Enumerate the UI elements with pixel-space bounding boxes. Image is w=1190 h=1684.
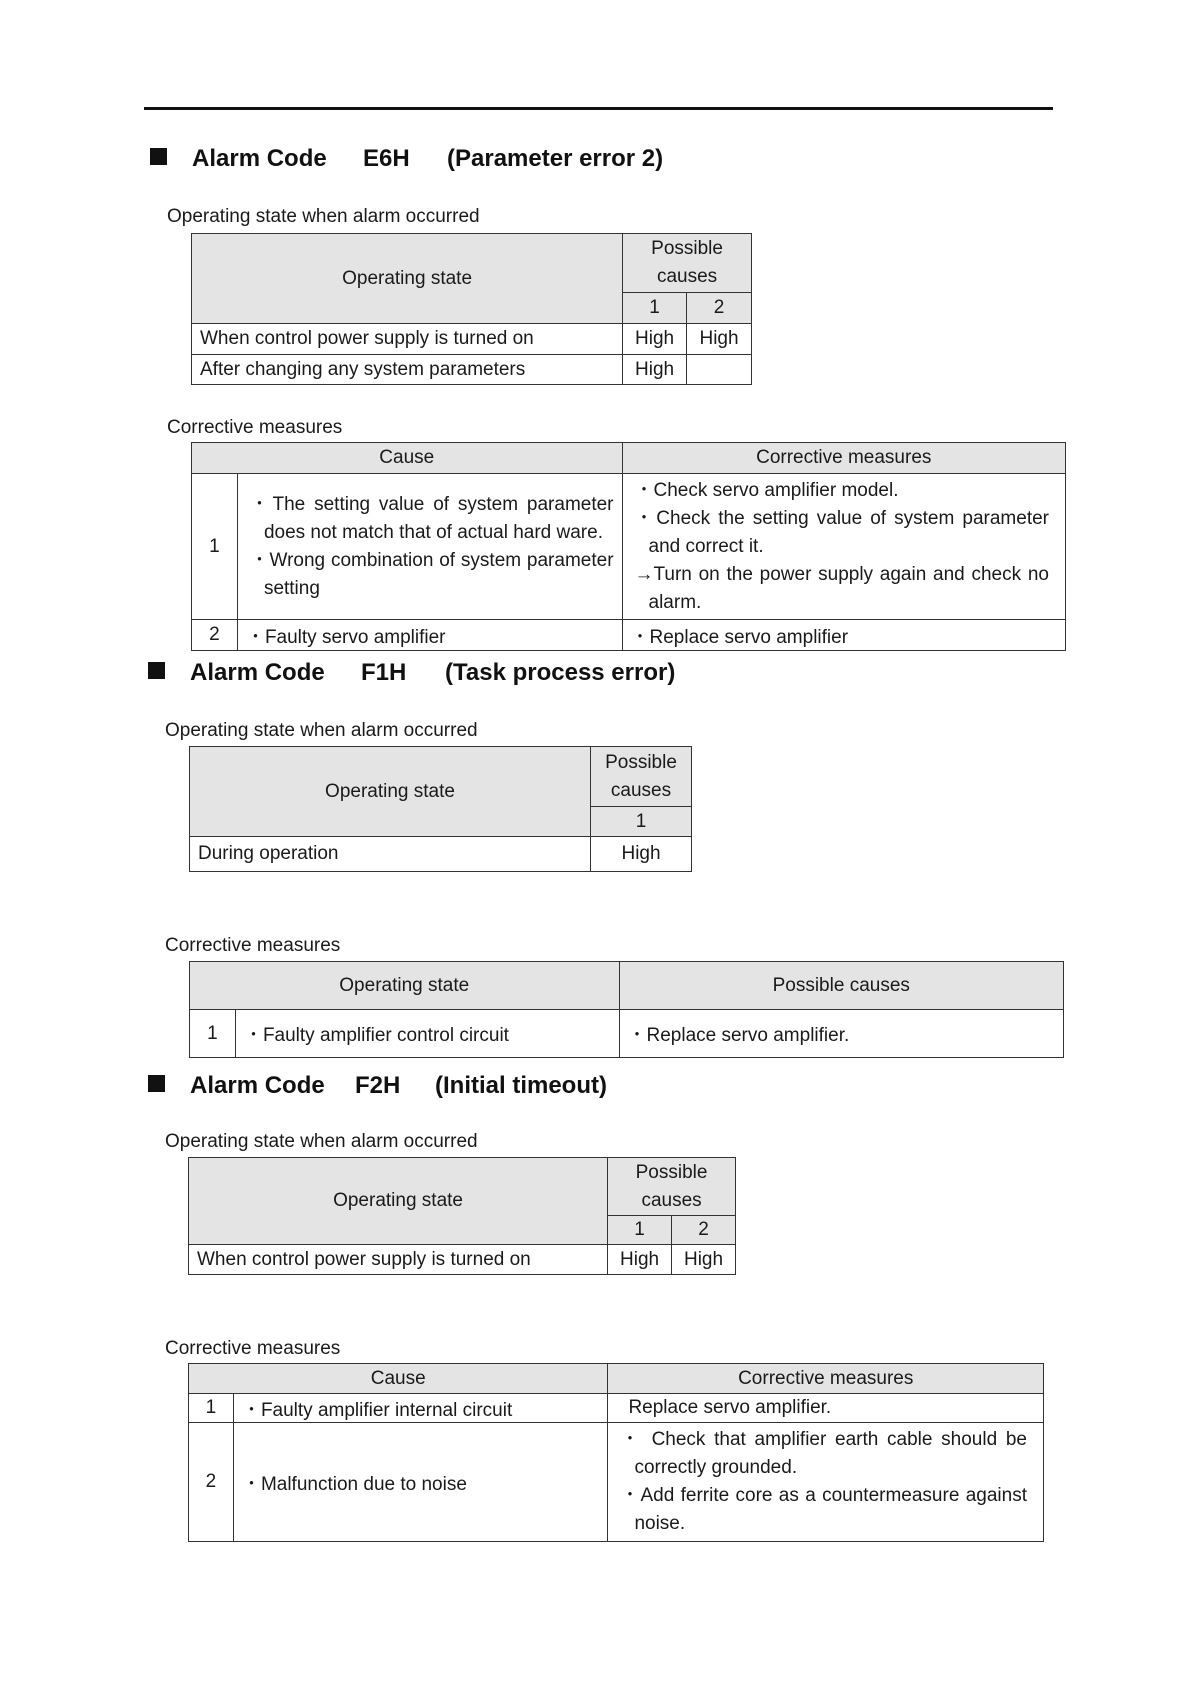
cause-text: ・Wrong combination of system parameter setting: [249, 549, 614, 599]
state-label: Operating state when alarm occurred: [167, 206, 480, 227]
measure-text: ・Add ferrite core as a countermeasure against noise.: [620, 1485, 1027, 1534]
measure-text: ・Check servo amplifier model.: [634, 479, 899, 501]
heading-label: Alarm Code: [192, 145, 327, 172]
row-number: 1: [190, 1010, 236, 1058]
alarm-code: E6H: [363, 145, 410, 172]
table-row: [189, 1394, 1044, 1423]
table-row: [189, 1423, 1044, 1542]
alarm-code: F1H: [361, 659, 407, 686]
alarm-title: (Parameter error 2): [447, 145, 664, 172]
measure-cell: [622, 474, 1065, 620]
header-operating-state: Operating state: [189, 1158, 608, 1245]
alarm-heading-f2h: [148, 1072, 708, 1102]
state-cell: When control power supply is turned on: [189, 1245, 608, 1275]
measure-cell: Replace servo amplifier.: [608, 1394, 1044, 1423]
operating-state-table-f2h: [188, 1157, 736, 1275]
corrective-measures-table-f2h: [188, 1363, 1044, 1542]
state-label: Operating state when alarm occurred: [165, 1131, 478, 1152]
header-cause: Cause: [189, 1364, 608, 1394]
cause-number: 1: [591, 807, 692, 837]
value-cell: High: [687, 324, 752, 355]
cause-cell: ・Malfunction due to noise: [233, 1423, 608, 1542]
header-possible-causes: Possible causes: [623, 234, 752, 293]
square-bullet-icon: [150, 148, 167, 165]
cause-text: ・The setting value of system parameter does not match that of actual hard ware.: [249, 493, 614, 543]
state-cell: After changing any system parameters: [192, 355, 623, 385]
measures-label: Corrective measures: [165, 935, 341, 956]
row-number: 2: [192, 620, 238, 651]
measure-text: ・ Check that amplifier earth cable should be correctly grounded.: [620, 1429, 1027, 1478]
cause-number: 1: [623, 293, 687, 324]
header-cause: Cause: [192, 443, 623, 474]
measure-text: →Turn on the power supply again and check no alarm.: [634, 563, 1049, 613]
measures-label: Corrective measures: [167, 417, 343, 438]
alarm-title: (Initial timeout): [435, 1072, 607, 1099]
measure-cell: ・Replace servo amplifier.: [619, 1010, 1064, 1058]
table-row: [192, 355, 752, 385]
row-number: 1: [189, 1394, 234, 1423]
square-bullet-icon: [148, 1075, 165, 1092]
operating-state-table-f1h: [189, 746, 692, 872]
row-number: 2: [189, 1423, 234, 1542]
value-cell: High: [623, 324, 687, 355]
state-cell: During operation: [190, 837, 591, 872]
header-corrective-measures: Corrective measures: [622, 443, 1065, 474]
header-possible-causes: Possible causes: [608, 1158, 736, 1216]
value-cell: High: [623, 355, 687, 385]
table-row: [189, 1245, 736, 1275]
measure-cell: [608, 1423, 1044, 1542]
state-label: Operating state when alarm occurred: [165, 720, 478, 741]
heading-label: Alarm Code: [190, 659, 325, 686]
table-row: [190, 837, 692, 872]
corrective-measures-table-f1h: [189, 961, 1064, 1058]
alarm-heading-f1h: [148, 659, 708, 689]
value-cell: High: [608, 1245, 672, 1275]
table-row: [192, 324, 752, 355]
operating-state-table-e6h: [191, 233, 752, 385]
header-operating-state: Operating state: [190, 747, 591, 837]
row-number: 1: [192, 474, 238, 620]
heading-label: Alarm Code: [190, 1072, 325, 1099]
header-corrective-measures: Corrective measures: [608, 1364, 1044, 1394]
alarm-code: F2H: [355, 1072, 401, 1099]
cause-cell: ・Faulty servo amplifier: [237, 620, 622, 651]
cause-cell: ・Faulty amplifier control circuit: [235, 1010, 619, 1058]
value-cell: High: [672, 1245, 736, 1275]
cause-cell: ・Faulty amplifier internal circuit: [233, 1394, 608, 1423]
alarm-title: (Task process error): [445, 659, 676, 686]
table-row: [192, 620, 1066, 651]
header-operating-state: Operating state: [190, 962, 620, 1010]
cause-number: 2: [672, 1216, 736, 1245]
corrective-measures-table-e6h: [191, 442, 1066, 651]
value-cell: [687, 355, 752, 385]
value-cell: High: [591, 837, 692, 872]
alarm-heading-e6h: [150, 145, 710, 175]
square-bullet-icon: [148, 662, 165, 679]
measures-label: Corrective measures: [165, 1338, 341, 1359]
header-operating-state: Operating state: [192, 234, 623, 324]
cause-number: 2: [687, 293, 752, 324]
measure-text: ・Check the setting value of system parameter and correct it.: [634, 507, 1049, 557]
top-rule: [144, 107, 1053, 110]
cause-number: 1: [608, 1216, 672, 1245]
table-row: [192, 474, 1066, 620]
header-possible-causes: Possible causes: [619, 962, 1064, 1010]
table-row: [190, 1010, 1064, 1058]
header-possible-causes: Possible causes: [591, 747, 692, 807]
cause-cell: [237, 474, 622, 620]
measure-cell: ・Replace servo amplifier: [622, 620, 1065, 651]
state-cell: When control power supply is turned on: [192, 324, 623, 355]
